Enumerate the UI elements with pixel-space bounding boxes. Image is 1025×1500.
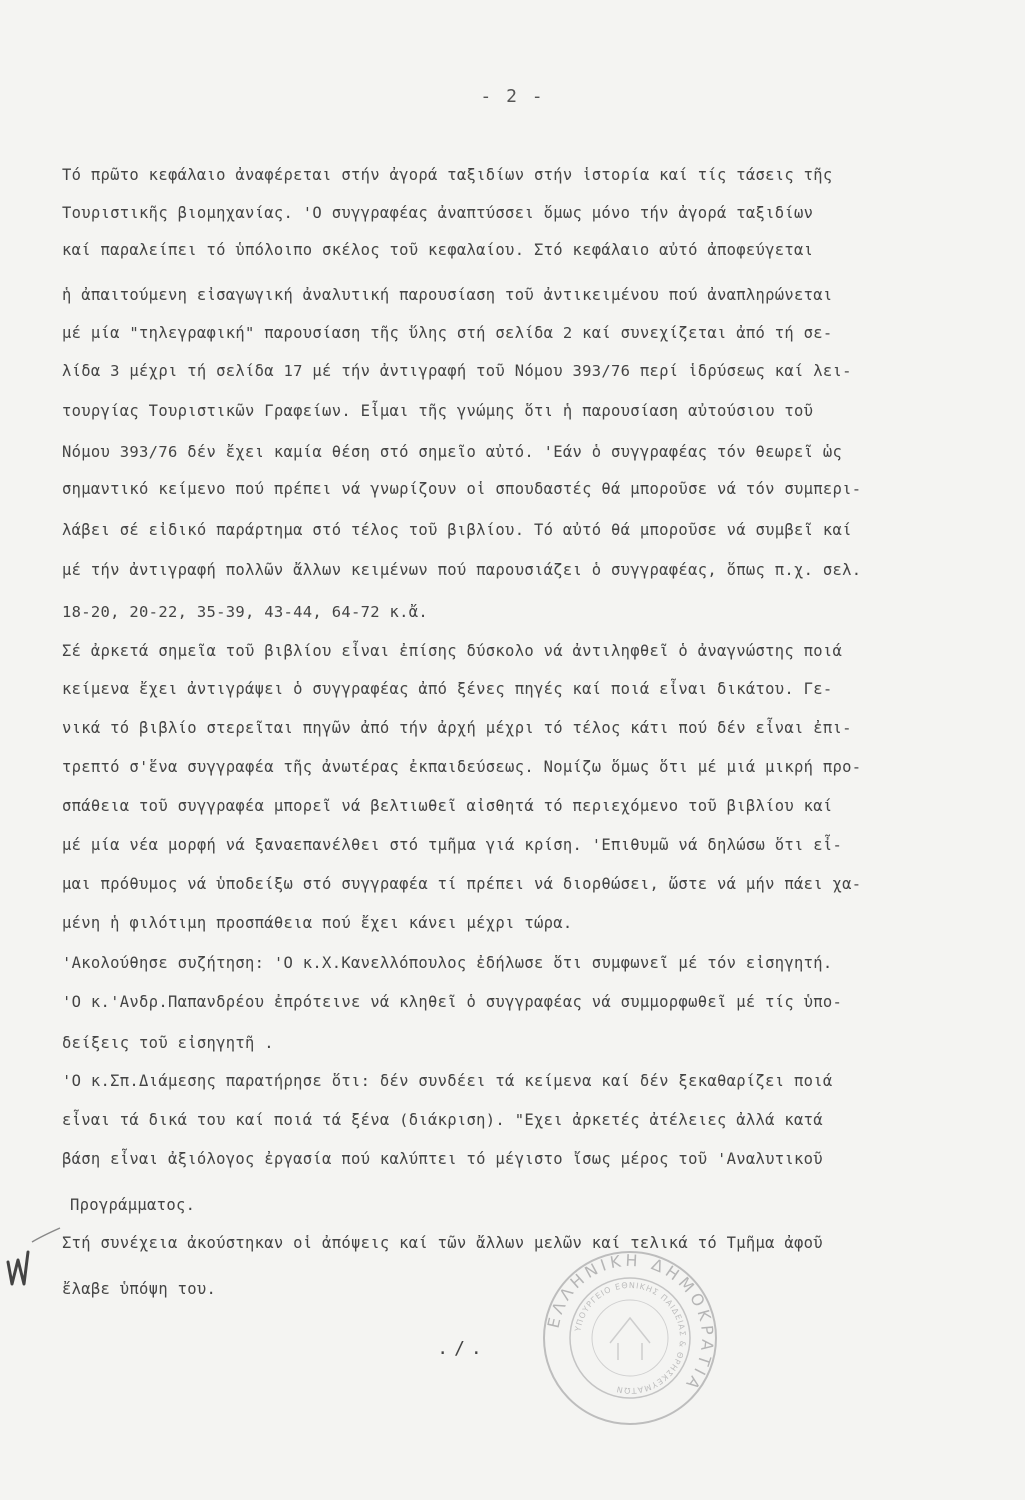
- text-line: νικά τό βιβλίο στερεῖται πηγῶν ἀπό τήν ἀρχή μέχρι τό τέλος κάτι πού δέν εἶναι ἐπι-: [62, 719, 852, 737]
- text-line: σημαντικό κείμενο πού πρέπει νά γνωρίζουν οἱ σπουδαστές θά μποροῦσε νά τόν συμπερι-: [62, 480, 862, 498]
- text-line: λίδα 3 μέχρι τή σελίδα 17 μέ τήν ἀντιγραφή τοῦ Νόμου 393/76 περί ἱδρύσεως καί λει-: [62, 362, 852, 380]
- text-line: Προγράμματος.: [70, 1196, 196, 1214]
- text-line: 'Ο κ.'Ανδρ.Παπανδρέου ἐπρότεινε νά κληθεῖ ὁ συγγραφέας νά συμμορφωθεῖ μέ τίς ὑπο-: [62, 993, 843, 1011]
- text-line: κείμενα ἔχει ἀντιγράψει ὁ συγγραφέας ἀπό ξένες πηγές καί ποιά εἶναι δικάτου. Γε-: [62, 680, 833, 698]
- text-line: 'Ακολούθησε συζήτηση: 'Ο κ.Χ.Κανελλόπουλος ἐδήλωσε ὅτι συμφωνεῖ μέ τόν εἰσηγητή.: [62, 954, 833, 972]
- text-line: Τουριστικῆς βιομηχανίας. 'Ο συγγραφέας ἀναπτύσσει ὅμως μόνο τήν ἀγορά ταξιδίων: [62, 204, 814, 222]
- text-line: σπάθεια τοῦ συγγραφέα μπορεῖ νά βελτιωθεῖ αἰσθητά τό περιεχόμενο τοῦ βιβλίου καί: [62, 797, 833, 815]
- text-line: τρεπτό σ'ἕνα συγγραφέα τῆς ἀνωτέρας ἐκπαιδεύσεως. Νομίζω ὅμως ὅτι μέ μιά μικρή προ-: [62, 758, 862, 776]
- stamp-inner-text: ΥΠΟΥΡΓΕΙΟ ΕΘΝΙΚΗΣ ΠΑΙΔΕΙΑΣ & ΘΡΗΣΚΕΥΜΑΤΩΝ: [573, 1280, 688, 1396]
- text-line: εἶναι τά δικά του καί ποιά τά ξένα (διάκριση). "Εχει ἀρκετές ἀτέλειες ἀλλά κατά: [62, 1111, 823, 1129]
- svg-text:ΕΛΛΗΝΙΚΗ ΔΗΜΟΚΡΑΤΙΑ: [544, 1251, 718, 1396]
- text-line: λάβει σέ εἰδικό παράρτημα στό τέλος τοῦ βιβλίου. Τό αὐτό θά μποροῦσε νά συμβεῖ καί: [62, 521, 852, 539]
- stamp-outer-text: ΕΛΛΗΝΙΚΗ ΔΗΜΟΚΡΑΤΙΑ: [543, 1250, 718, 1396]
- text-line: βάση εἶναι ἀξιόλογος ἐργασία πού καλύπτει τό μέγιστο ἴσως μέρος τοῦ 'Αναλυτικοῦ: [62, 1150, 823, 1168]
- text-line: Στή συνέχεια ἀκούστηκαν οἱ ἀπόψεις καί τῶν ἄλλων μελῶν καί τελικά τό Τμῆμα ἀφοῦ: [62, 1234, 823, 1252]
- text-line: μέ μία νέα μορφή νά ξαναεπανέλθει στό τμῆμα γιά κρίση. 'Επιθυμῶ νά δηλώσω ὅτι εἶ-: [62, 836, 843, 854]
- text-line: Σέ ἀρκετά σημεῖα τοῦ βιβλίου εἶναι ἐπίσης δύσκολο νά ἀντιληφθεῖ ὁ ἀναγνώστης ποιά: [62, 642, 843, 660]
- text-line: 18-20, 20-22, 35-39, 43-44, 64-72 κ.ἄ.: [62, 603, 429, 621]
- text-line: μέ μία "τηλεγραφική" παρουσίαση τῆς ὕλης στή σελίδα 2 καί συνεχίζεται ἀπό τή σε-: [62, 324, 833, 342]
- text-line: δείξεις τοῦ εἰσηγητῆ .: [62, 1034, 274, 1052]
- text-line: 'Ο κ.Σπ.Διάμεσης παρατήρησε ὅτι: δέν συνδέει τά κείμενα καί δέν ξεκαθαρίζει ποιά: [62, 1072, 833, 1090]
- text-line: μέ τήν ἀντιγραφή πολλῶν ἄλλων κειμένων πού παρουσιάζει ὁ συγγραφέας, ὅπως π.χ. σελ.: [62, 561, 862, 579]
- handwritten-margin-mark: [2, 1222, 62, 1292]
- text-line: καί παραλείπει τό ὑπόλοιπο σκέλος τοῦ κεφαλαίου. Στό κεφάλαιο αὐτό ἀποφεύγεται: [62, 241, 814, 259]
- text-line: τουργίας Τουριστικῶν Γραφείων. Εἶμαι τῆς γνώμης ὅτι ἡ παρουσίαση αὐτούσιου τοῦ: [62, 402, 814, 420]
- page-number: - 2 -: [480, 86, 545, 107]
- text-line: μαι πρόθυμος νά ὑποδείξω στό συγγραφέα τί πρέπει νά διορθώσει, ὥστε νά μήν πάει χα-: [62, 875, 862, 893]
- text-line: ἔλαβε ὑπόψη του.: [62, 1280, 217, 1298]
- text-line: Νόμου 393/76 δέν ἔχει καμία θέση στό σημεῖο αὐτό. 'Εάν ὁ συγγραφέας τόν θεωρεῖ ὡς: [62, 443, 843, 461]
- text-line: μένη ἡ φιλότιμη προσπάθεια πού ἔχει κάνει μέχρι τώρα.: [62, 914, 573, 932]
- text-line: ἡ ἀπαιτούμενη εἰσαγωγική ἀναλυτική παρουσίαση τοῦ ἀντικειμένου πού ἀναπληρώνεται: [62, 286, 833, 304]
- text-line: Τό πρῶτο κεφάλαιο ἀναφέρεται στήν ἀγορά ταξιδίων στήν ἱστορία καί τίς τάσεις τῆς: [62, 166, 833, 184]
- continuation-mark: ./.: [437, 1338, 488, 1359]
